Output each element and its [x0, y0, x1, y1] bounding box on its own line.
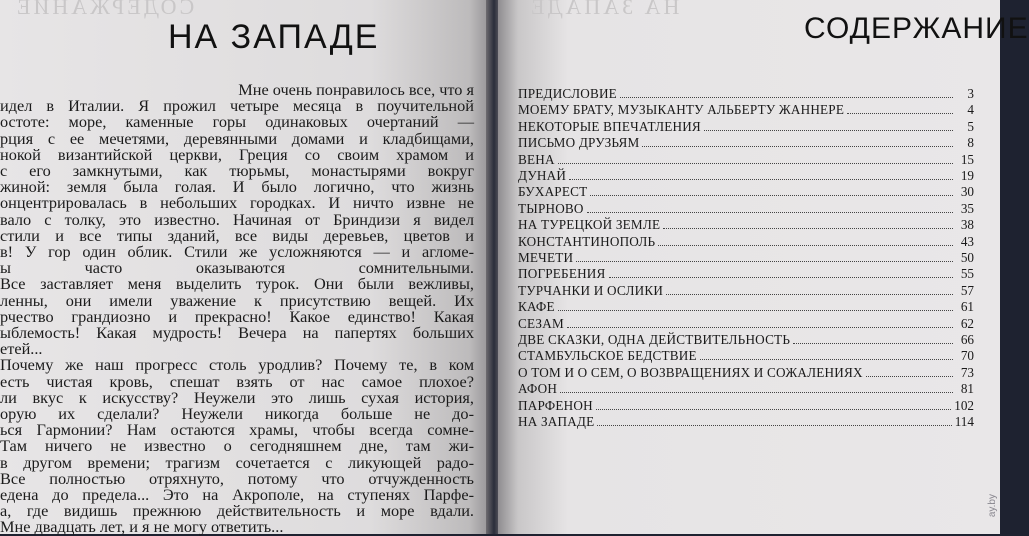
toc-entry [518, 215, 974, 233]
toc-entry-label: БУХАРЕСТ [518, 184, 588, 200]
text-line: Почему же наш прогресс столь уродлив? Почему те, в ком [0, 355, 474, 375]
leader-dots [597, 425, 951, 426]
toc-entry-page-number: 62 [960, 315, 974, 331]
toc-entry-label: МЕЧЕТИ [518, 250, 574, 265]
leader-dots [866, 376, 953, 377]
toc-entry-page-number: 30 [960, 184, 974, 200]
leader-dots [793, 343, 953, 344]
toc-entry-page-number: 50 [960, 250, 974, 265]
text-line: ли вкус к искусству? Неужели это лишь сухая история, [0, 387, 474, 407]
toc-entry-page-number: 8 [967, 135, 974, 151]
text-line: ленны, они имели уважение к присутствию вещей. Их [0, 290, 474, 310]
text-line: остоте: море, каменные горы одинаковых очертаний — [0, 112, 474, 132]
toc-entry [518, 84, 974, 102]
toc-entry [518, 199, 974, 217]
leader-dots [560, 392, 953, 393]
toc-entry-label: СТАМБУЛЬСКОЕ БЕДСТВИЕ [518, 348, 697, 364]
text-line: ыблемость! Какая мудрость! Вечера на папертях больших [0, 323, 474, 342]
toc-entry-label: АФОН [518, 381, 558, 397]
chapter-title: НА ЗАПАДЕ [168, 18, 380, 56]
toc-entry-label: ТУРЧАНКИ И ОСЛИКИ [518, 282, 664, 298]
toc-entry-label: МОЕМУ БРАТУ, МУЗЫКАНТУ АЛЬБЕРТУ ЖАННЕРЕ [518, 102, 845, 118]
text-line: ься Гармонии? Нам остаются храмы, чтобы всегда сомне- [0, 420, 474, 440]
toc-entry-page-number: 19 [960, 168, 974, 183]
leader-dots [558, 310, 953, 311]
toc-entry [518, 346, 974, 364]
toc-entry-page-number: 70 [960, 348, 974, 364]
text-line: едена до предела... Это на Акрополе, на ступенях Парфе- [0, 485, 474, 504]
leader-dots [567, 327, 953, 328]
leader-dots [704, 130, 953, 131]
toc-entry-label: КОНСТАНТИНОПОЛЬ [518, 233, 656, 249]
leader-dots [596, 409, 951, 410]
toc-entry-label: ПАРФЕНОН [518, 397, 593, 413]
text-line: есть чистая кровь, спешат взять от нас самое плохое? [0, 371, 474, 391]
toc-entry [518, 232, 974, 250]
leader-dots [847, 113, 953, 114]
toc-entry-label: О ТОМ И О СЕМ, О ВОЗВРАЩЕНИЯХ И СОЖАЛЕНИЯХ [518, 364, 863, 380]
toc-entry [518, 363, 974, 381]
text-line: жиной: земля была голая. И было логично, что жизнь [0, 177, 474, 197]
toc-entry [518, 100, 974, 118]
text-line: рчество грандиозно и прекрасно! Какое единство! Какая [0, 306, 474, 326]
text-line: Мне двадцать лет, и я не могу ответить... [0, 517, 284, 536]
toc-entry [518, 117, 974, 135]
toc-entry-page-number: 43 [960, 233, 974, 249]
text-line: орую их сделали? Неужели никогда больше не до- [0, 404, 474, 423]
toc-entry-page-number: 3 [967, 86, 974, 101]
toc-entry [518, 412, 974, 430]
text-line: онцентрировалась в небольших городках. И ничто извне не [0, 193, 474, 213]
bleed-through-text: СОДЕРЖАНИЕ [14, 0, 195, 19]
toc-entry [518, 150, 974, 168]
toc-entry [518, 182, 974, 200]
toc-entry-page-number: 38 [960, 217, 974, 233]
toc-entry [518, 166, 974, 184]
leader-dots [700, 359, 953, 360]
text-line: рция с ее мечетями, деревянными домами и кладбищами, [0, 128, 474, 148]
toc-entry-label: НЕКОТОРЫЕ ВПЕЧАТЛЕНИЯ [518, 118, 701, 134]
leader-dots [658, 245, 953, 246]
text-line: етей... [0, 339, 43, 359]
toc-entry [518, 133, 974, 151]
toc-entry [518, 396, 974, 414]
text-line: стили и все типы зданий, все виды деревьев, цветов и [0, 225, 474, 245]
toc-entry [518, 264, 974, 282]
toc-entry-label: ПРЕДИСЛОВИЕ [518, 86, 617, 101]
text-line: Все полностью отряхнуто, потому что отчужденность [0, 468, 474, 488]
text-line: Там ничего не известно о сегодняшнем дне, там жи- [0, 436, 474, 456]
toc-entry-label: ПОГРЕБЕНИЯ [518, 266, 606, 282]
toc-entry-page-number: 55 [960, 266, 974, 282]
toc-entry-page-number: 61 [960, 299, 974, 315]
toc-entry-label: ДВЕ СКАЗКИ, ОДНА ДЕЙСТВИТЕЛЬНОСТЬ [518, 332, 791, 347]
toc-entry-label: ТЫРНОВО [518, 200, 584, 216]
watermark: ay.by [987, 494, 998, 518]
toc-entry-label: НА ТУРЕЦКОЙ ЗЕМЛЕ [518, 217, 661, 233]
toc-entry-label: ВЕНА [518, 151, 555, 167]
text-line: в другом времени; трагизм сочетается с ликующей радо- [0, 452, 474, 472]
toc-entry-page-number: 73 [960, 364, 974, 380]
toc-entry [518, 379, 974, 397]
text-line: в! У гор один облик. Стили же усложняются — и агломе- [0, 242, 474, 261]
toc-entry [518, 248, 974, 266]
toc-entry-page-number: 5 [967, 118, 974, 134]
leader-dots [642, 146, 953, 147]
bleed-through-text: НА ЗАПАДЕ [528, 0, 680, 19]
right-page [498, 0, 1029, 534]
text-line: Все заставляет меня выделить турок. Они были вежливы, [0, 274, 474, 294]
toc-entry-page-number: 81 [960, 381, 974, 397]
text-line: Мне очень понравилось все, что я [238, 80, 474, 99]
text-line: нокой византийской церкви, Греция со своим храмом и [0, 144, 474, 164]
toc-entry-page-number: 15 [960, 151, 974, 167]
toc-entry-label: КАФЕ [518, 299, 555, 315]
text-line: идел в Италии. Я прожил четыре месяца в поучительной [0, 96, 474, 116]
toc-entry-page-number: 66 [960, 332, 974, 347]
toc-entry-page-number: 4 [967, 102, 974, 118]
toc-entry [518, 330, 974, 348]
leader-dots [590, 195, 953, 196]
leader-dots [587, 212, 953, 213]
toc-entry [518, 297, 974, 315]
toc-entry-label: НА ЗАПАДЕ [518, 414, 595, 429]
toc-entry-label: СЕЗАМ [518, 315, 564, 331]
toc-entry-page-number: 57 [960, 282, 974, 298]
left-page [0, 0, 494, 534]
contents-title: СОДЕРЖАНИЕ [804, 12, 1029, 45]
text-line: а, где видишь прежнюю действительность и море вдали. [0, 501, 474, 521]
toc-entry-label: ПИСЬМО ДРУЗЬЯМ [518, 135, 640, 151]
text-line: с его замкнутыми, как тюрьмы, монастырями вокруг [0, 161, 474, 180]
text-line: вало с толку, это известно. Начиная от Бриндизи я видел [0, 209, 474, 229]
toc-entry-label: ДУНАЙ [518, 168, 567, 183]
leader-dots [558, 163, 953, 164]
text-line: ы часто оказываются сомнительными. [0, 258, 474, 278]
toc-entry-page-number: 35 [960, 200, 974, 216]
toc-entry-page-number: 102 [954, 397, 974, 413]
toc-entry [518, 314, 974, 332]
toc-entry-page-number: 114 [954, 414, 974, 429]
leader-dots [609, 277, 953, 278]
leader-dots [569, 179, 953, 180]
leader-dots [663, 228, 953, 229]
toc-entry [518, 281, 974, 299]
leader-dots [576, 261, 953, 262]
leader-dots [666, 294, 953, 295]
leader-dots [620, 97, 953, 98]
